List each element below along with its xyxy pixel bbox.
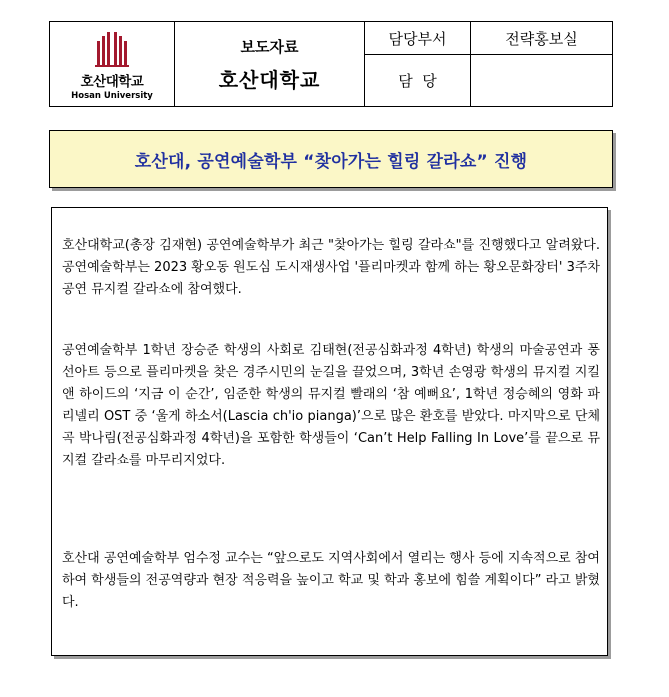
press-release-header-table <box>49 21 613 107</box>
university-logo <box>50 22 174 106</box>
article-body <box>51 207 608 656</box>
logo-cell <box>50 22 175 106</box>
logo-korean-name: 호산대학교 <box>80 73 144 90</box>
university-name: 호산대학교 <box>218 67 321 92</box>
contact-value-cell <box>471 55 612 106</box>
contact-label: 담 당 <box>398 72 437 90</box>
press-release-label: 보도자료 <box>240 37 299 56</box>
paragraph-performance: 공연예술학부 1학년 장승준 학생의 사회로 김태현(전공심화과정 4학년) 학생의 마술공연과 풍선아트 등으로 플리마켓을 찾은 경주시민의 눈길을 끌었으며, 3학년 손영광 학생의 뮤지컬 지킬 앤 하이드의 ‘지금 이 순간’, 임준한 학생의 뮤지컬 빨래의 ‘참 예뻐요’, 1학년 정승혜의 영화 파리넬리 OST 중 ‘울게 하소서(Lascia ch'io pianga)’으로 많은 환호를 받았다. 마지막으로 단체곡 박나림(전공심화과정 4학년)을 포함한 학생들이 ‘Can’t Help Falling In Love’를 끝으로 뮤지컬 갈라쇼를 마무리지었다. <box>62 343 600 468</box>
department-value: 전략홍보실 <box>505 29 578 48</box>
department-label-cell <box>365 22 471 55</box>
headline: 호산대, 공연예술학부 “찾아가는 힐링 갈라쇼” 진행 <box>134 151 528 172</box>
department-label: 담당부서 <box>388 29 447 48</box>
university-emblem-icon <box>92 28 132 68</box>
department-value-cell <box>471 22 612 55</box>
paragraph-quote: 호산대 공연예술학부 엄수정 교수는 “앞으로도 지역사회에서 열리는 행사 등에 지속적으로 참여하여 학생들의 전공역량과 현장 적응력을 높이고 학교 및 학과 홍보에 힘쓸 계획이다” 라고 밝혔다. <box>62 551 600 610</box>
title-cell <box>175 22 365 106</box>
logo-english-name: Hosan University <box>71 90 153 101</box>
headline-banner <box>49 130 613 188</box>
paragraph-intro: 호산대학교(총장 김재현) 공연예술학부가 최근 "찾아가는 힐링 갈라쇼"를 진행했다고 알려왔다. 공연예술학부는 2023 황오동 원도심 도시재생사업 '플리마켓과 함께 하는 황오문화장터' 3주차 공연 뮤지컬 갈라쇼에 참여했다. <box>62 238 600 297</box>
contact-label-cell <box>365 55 471 106</box>
